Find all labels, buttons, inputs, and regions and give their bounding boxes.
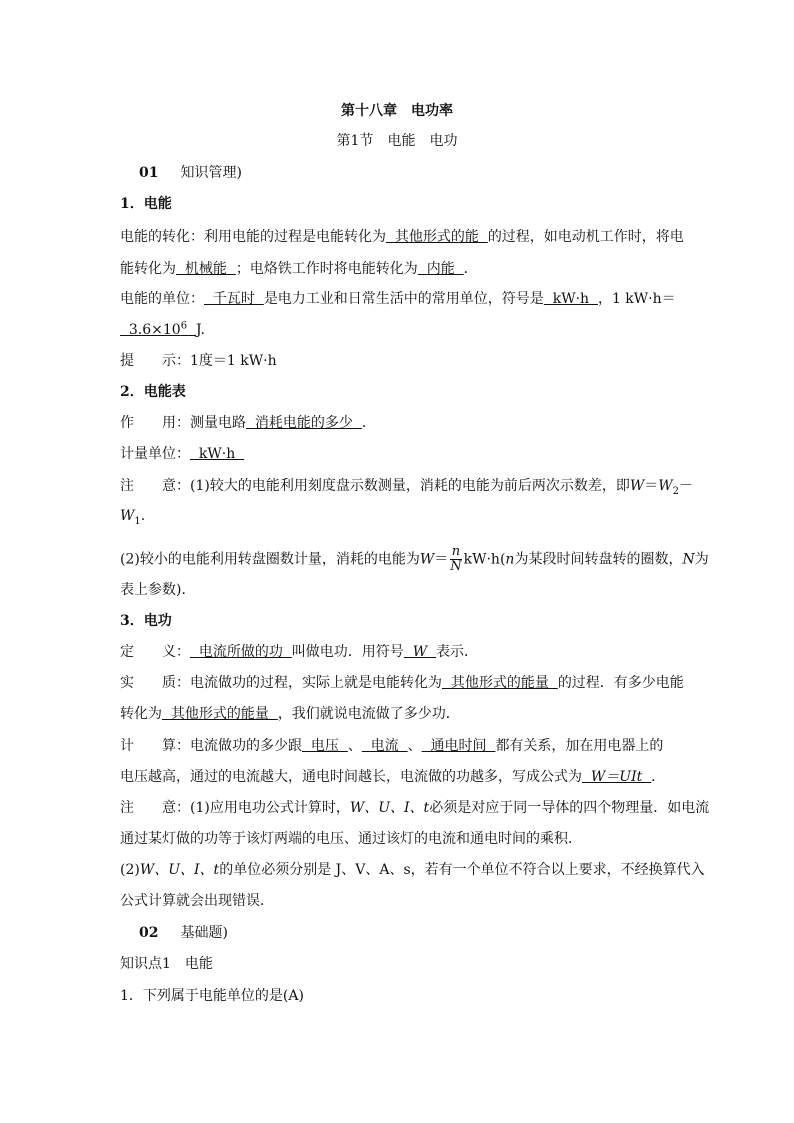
s3-calculation-cont: 电压越高，通过的电流越大，通电时间越长，电流做的功越多，写成公式为 W＝UIt ． xyxy=(120,769,666,785)
part2-number: 02 xyxy=(139,925,159,941)
s2-note2: (2)较小的电能利用转盘圈数计量，消耗的电能为W＝ $\frac{n}{N}$ kW·h(n为某段时间转盘转的圈数，N为 xyxy=(120,544,709,574)
chapter-title: 第十八章 电功率 xyxy=(341,103,453,119)
question-1: 1．下列属于电能单位的是(A) xyxy=(120,988,304,1004)
blank-voltage: 电压 xyxy=(302,738,348,754)
s1-tip: 提 示：1度＝1 kW·h xyxy=(120,353,277,369)
blank-internal-energy: 内能 xyxy=(417,261,464,277)
s1-conversion-para: 电能的转化：利用电能的过程是电能转化为 其他形式的能 的过程，如电动机工作时，将电 xyxy=(120,229,684,245)
s2-note2-cont: 表上参数)． xyxy=(120,582,196,598)
fraction-n-over-N: $\frac{n}{N}$ xyxy=(450,544,462,574)
s1-unit-para: 电能的单位： 千瓦时 是电力工业和日常生活中的常用单位，符号是 kW·h ，1 kW·h＝ xyxy=(120,291,676,307)
s3-note2: (2)W、U、I、t的单位必须分别是 J、V、A、s，若有一个单位不符合以上要求，不经换算代入 xyxy=(120,862,705,878)
s1-unit-para-2: $3.6\times 10^6$ J. xyxy=(120,320,205,338)
knowledge-point-1: 知识点1 电能 xyxy=(120,956,213,972)
blank-kwh-symbol: kW·h xyxy=(543,291,598,307)
part1-header xyxy=(139,163,719,183)
s1-conversion-para-2: 能转化为 机械能 ；电烙铁工作时将电能转化为 内能 ． xyxy=(120,261,478,277)
part2-label: 基础题) xyxy=(180,925,228,941)
blank-meter-unit: kW·h xyxy=(190,446,245,462)
part2-header xyxy=(139,923,719,943)
s1-heading: 1．电能 xyxy=(120,196,172,212)
part1-label: 知识管理) xyxy=(180,165,242,181)
section-title: 第1节 电能 电功 xyxy=(336,133,458,149)
s3-note2-cont: 公式计算就会出现错误． xyxy=(120,893,274,909)
blank-other-energy: 其他形式的能 xyxy=(386,229,488,245)
blank-other-energy-1: 其他形式的能量 xyxy=(442,675,558,691)
s3-calculation: 计 算：电流做功的多少跟 电压 、 电流 、 通电时间 都有关系，加在用电器上的 xyxy=(120,738,664,754)
s3-definition: 定 义： 电流所做的功 叫做电功．用符号 W 表示． xyxy=(120,644,479,660)
s2-note1-cont: $W_1$. xyxy=(120,508,146,527)
blank-kwh-name: 千瓦时 xyxy=(204,291,264,307)
s2-heading: 2．电能表 xyxy=(120,384,186,400)
s2-use: 作 用：测量电路 消耗电能的多少 ． xyxy=(120,415,376,431)
s3-essence: 实 质：电流做功的过程，实际上就是电能转化为 其他形式的能量 的过程．有多少电能 xyxy=(120,675,684,691)
s3-note1: 注 意：(1)应用电功公式计算时，W、U、I、t必须是对应于同一导体的四个物理量．如电流 xyxy=(120,800,710,816)
blank-energy-consumed: 消耗电能的多少 xyxy=(246,415,362,431)
s2-note1: 注 意：(1)较大的电能利用刻度盘示数测量，消耗的电能为前后两次示数差，即$W=W_2-$ xyxy=(120,478,693,497)
s3-heading: 3．电功 xyxy=(120,613,172,629)
s3-note1-cont: 通过某灯做的功等于该灯两端的电压、通过该灯的电流和通电时间的乘积． xyxy=(120,831,582,847)
blank-mechanical-energy: 机械能 xyxy=(176,261,236,277)
part1-number: 01 xyxy=(139,165,159,181)
blank-formula: W＝UIt xyxy=(582,769,652,785)
s3-essence-cont: 转化为 其他形式的能量 ，我们就说电流做了多少功． xyxy=(120,706,460,722)
blank-other-energy-2: 其他形式的能量 xyxy=(162,706,278,722)
blank-symbol-W: W xyxy=(403,644,437,660)
blank-joule-value: $3.6\times 10^6$ xyxy=(120,320,188,338)
blank-work-by-current: 电流所做的功 xyxy=(190,644,292,660)
blank-time: 通电时间 xyxy=(421,738,496,754)
s2-unit: 计量单位： kW·h xyxy=(120,446,245,462)
blank-current: 电流 xyxy=(361,738,408,754)
